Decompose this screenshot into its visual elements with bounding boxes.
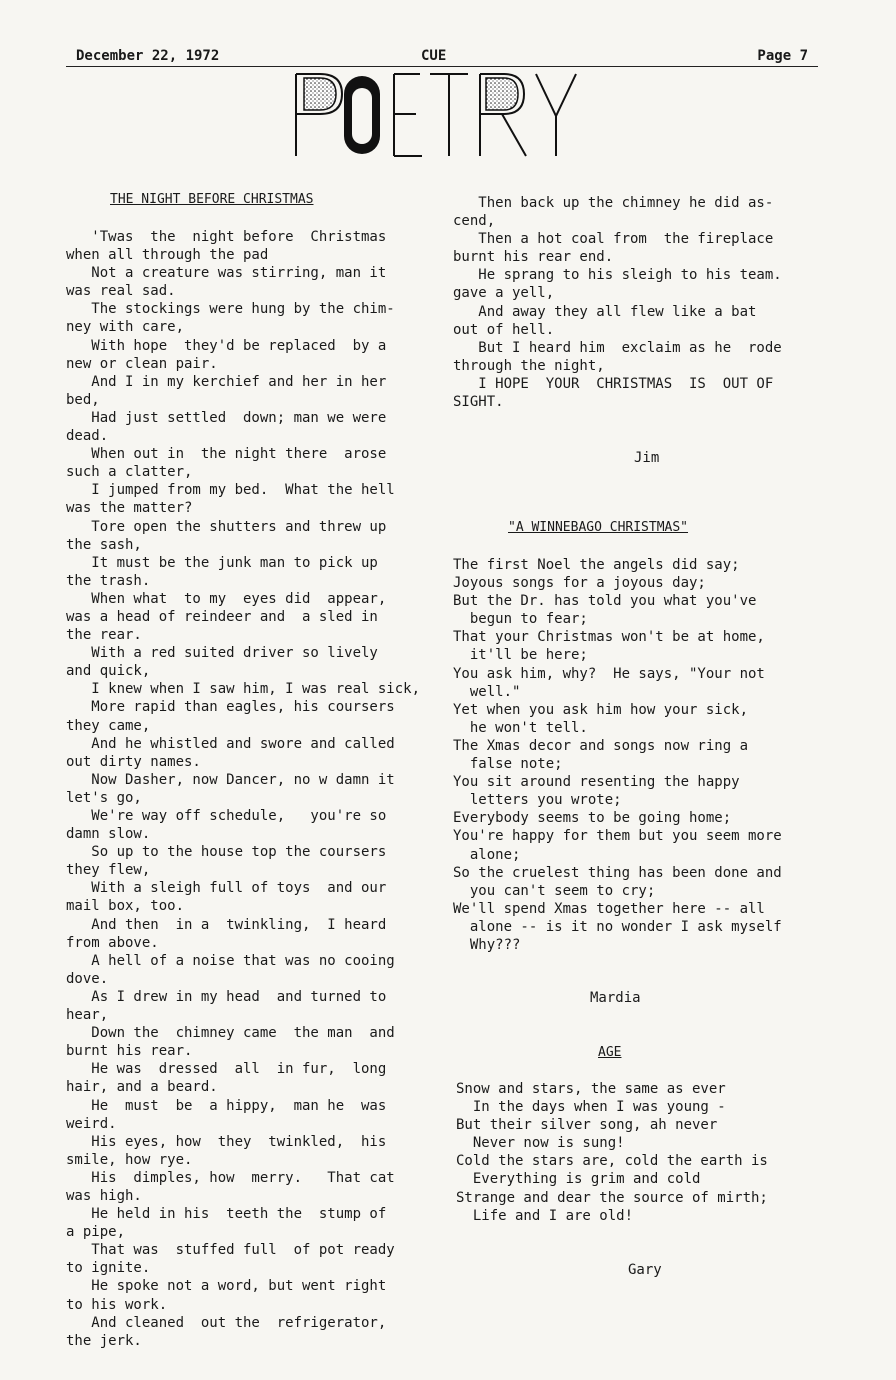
poem-line: out of hell. <box>453 321 555 338</box>
poem-line: With a red suited driver so lively <box>66 645 378 662</box>
poem-line: The Xmas decor and songs now ring a <box>453 737 749 754</box>
poem-line: false note; <box>453 756 563 773</box>
poem-line: to ignite. <box>66 1260 151 1277</box>
poem-title-winnebago-christmas: "A WINNEBAGO CHRISTMAS" <box>508 520 689 535</box>
poem-line: alone -- is it no wonder I ask myself <box>453 918 782 935</box>
poem-line: I jumped from my bed. What the hell <box>66 482 395 499</box>
poem-line: With a sleigh full of toys and our <box>66 880 387 897</box>
poem-line: Tore open the shutters and threw up <box>66 518 387 535</box>
poem-line: And then in a twinkling, I heard <box>66 916 387 933</box>
poem-line: More rapid than eagles, his coursers <box>66 699 395 716</box>
poem-line: let's go, <box>66 789 142 806</box>
poem-line: That your Christmas won't be at home, <box>453 629 765 646</box>
poem-line: bed, <box>66 391 100 408</box>
poem-line: So up to the house top the coursers <box>66 844 387 861</box>
poem-line: Joyous songs for a joyous day; <box>453 575 706 592</box>
author-jim: Jim <box>634 450 660 466</box>
poem-line: the trash. <box>66 572 151 589</box>
poem-line: But I heard him exclaim as he rode <box>453 339 782 356</box>
poem-line: Down the chimney came the man and <box>66 1025 395 1042</box>
poem-line: well." <box>453 683 521 700</box>
poem-line: He spoke not a word, but went right <box>66 1278 387 1295</box>
poem-line: he won't tell. <box>453 719 588 736</box>
poem-line: As I drew in my head and turned to <box>66 988 387 1005</box>
poem-line: mail box, too. <box>66 898 185 915</box>
poem-title-age: AGE <box>598 1045 622 1060</box>
poem-line: And cleaned out the refrigerator, <box>66 1314 387 1331</box>
poem-line: We're way off schedule, you're so <box>66 808 387 824</box>
poem-line: He sprang to his sleigh to his team. <box>453 267 782 284</box>
poem-line: was the matter? <box>66 500 193 517</box>
poem-line: Everybody seems to be going home; <box>453 810 732 827</box>
poem-line: new or clean pair. <box>66 355 218 372</box>
poem-line: it'll be here; <box>453 647 588 664</box>
page-number: Page 7 <box>757 48 808 64</box>
poem-line: weird. <box>66 1115 117 1132</box>
poem-line: the rear. <box>66 627 142 644</box>
poem-line: Not a creature was stirring, man it <box>66 265 387 282</box>
poem-line: But the Dr. has told you what you've <box>453 593 757 610</box>
poem-line: alone; <box>453 846 521 863</box>
poem-line: And away they all flew like a bat <box>453 303 757 320</box>
issue-date: December 22, 1972 <box>76 48 220 64</box>
poem-line: such a clatter, <box>66 464 193 481</box>
poem-line: I knew when I saw him, I was real sick, <box>66 681 421 698</box>
poem-line: It must be the junk man to pick up <box>66 554 378 571</box>
poem-line: was a head of reindeer and a sled in <box>66 608 378 625</box>
author-mardia: Mardia <box>590 990 641 1006</box>
paper-name: CUE <box>421 48 447 64</box>
author-gary: Gary <box>628 1262 662 1278</box>
poem-line: He was dressed all in fur, long <box>66 1061 387 1078</box>
poem-line: And I in my kerchief and her in her <box>66 373 387 390</box>
poem-line: you can't seem to cry; <box>453 882 656 899</box>
poem-line: And he whistled and swore and called <box>66 735 395 752</box>
poem-line: He must be a hippy, man he was <box>66 1097 387 1114</box>
poem-line: A hell of a noise that was no cooing <box>66 952 395 969</box>
poem-line: Never now is sung! <box>456 1135 625 1152</box>
poem-line: 'Twas the night before Christmas <box>66 229 387 245</box>
poem-line: In the days when I was young - <box>456 1099 726 1116</box>
poem-line: cend, <box>453 213 496 230</box>
poem-line: Cold the stars are, cold the earth is <box>456 1153 768 1170</box>
poem-line: dead. <box>66 428 109 445</box>
poem-line: The stockings were hung by the chim- <box>66 301 395 318</box>
poem-line: burnt his rear end. <box>453 249 614 266</box>
poem-line: He held in his teeth the stump of <box>66 1206 387 1223</box>
header-rule <box>66 66 818 67</box>
poem-night-before-christmas-continued <box>453 194 823 411</box>
poem-line: His dimples, how merry. That cat <box>66 1169 395 1186</box>
poem-line: Life and I are old! <box>456 1207 634 1224</box>
poem-night-before-christmas-body <box>66 228 446 1350</box>
poem-line: a pipe, <box>66 1224 126 1241</box>
poem-line: His eyes, how they twinkled, his <box>66 1133 387 1150</box>
poem-line: hear, <box>66 1007 109 1024</box>
poem-line: and quick, <box>66 663 151 680</box>
poem-age-body <box>456 1080 816 1225</box>
poem-line: You ask him, why? He says, "Your not <box>453 665 765 682</box>
poem-line: We'll spend Xmas together here -- all <box>453 900 765 917</box>
poem-line: Snow and stars, the same as ever <box>456 1081 726 1097</box>
poem-line: begun to fear; <box>453 611 588 628</box>
poem-line: they flew, <box>66 862 151 879</box>
poem-line: gave a yell, <box>453 285 555 302</box>
poem-line: SIGHT. <box>453 394 504 411</box>
poem-line: was real sad. <box>66 283 176 300</box>
poem-line: That was stuffed full of pot ready <box>66 1242 395 1259</box>
poem-line: When what to my eyes did appear, <box>66 590 387 607</box>
poem-line: You're happy for them but you seem more <box>453 828 782 845</box>
poem-line: when all through the pad <box>66 247 269 264</box>
poem-line: damn slow. <box>66 826 151 843</box>
poem-line: out dirty names. <box>66 753 201 770</box>
poem-line: hair, and a beard. <box>66 1079 218 1096</box>
poem-line: burnt his rear. <box>66 1043 193 1060</box>
poem-line: The first Noel the angels did say; <box>453 557 740 573</box>
poem-line: I HOPE YOUR CHRISTMAS IS OUT OF <box>453 375 774 392</box>
poem-line: to his work. <box>66 1296 168 1313</box>
poetry-masthead <box>290 70 590 160</box>
poem-line: the sash, <box>66 536 142 553</box>
poem-line: letters you wrote; <box>453 792 622 809</box>
poem-winnebago-christmas-body <box>453 556 823 954</box>
poem-line: Then back up the chimney he did as- <box>453 195 774 211</box>
poem-line: smile, how rye. <box>66 1151 193 1168</box>
poem-line: With hope they'd be replaced by a <box>66 337 387 354</box>
poem-line: You sit around resenting the happy <box>453 774 740 791</box>
poem-line: Why??? <box>453 936 521 953</box>
poem-line: Then a hot coal from the fireplace <box>453 231 774 248</box>
poem-line: was high. <box>66 1187 142 1204</box>
poem-line: from above. <box>66 934 159 951</box>
poem-line: dove. <box>66 970 109 987</box>
poem-line: ney with care, <box>66 319 185 336</box>
poem-line: Everything is grim and cold <box>456 1171 701 1188</box>
poem-line: the jerk. <box>66 1332 142 1349</box>
poem-line: Strange and dear the source of mirth; <box>456 1189 768 1206</box>
poem-title-night-before-christmas: THE NIGHT BEFORE CHRISTMAS <box>110 192 314 207</box>
poem-line: When out in the night there arose <box>66 446 387 463</box>
poem-line: But their silver song, ah never <box>456 1117 718 1134</box>
poem-line: Now Dasher, now Dancer, no w damn it <box>66 771 395 788</box>
poem-line: through the night, <box>453 357 605 374</box>
page-header <box>66 48 818 68</box>
poem-line: they came, <box>66 717 151 734</box>
poem-line: Yet when you ask him how your sick, <box>453 701 749 718</box>
poem-line: Had just settled down; man we were <box>66 409 387 426</box>
poem-line: So the cruelest thing has been done and <box>453 864 782 881</box>
